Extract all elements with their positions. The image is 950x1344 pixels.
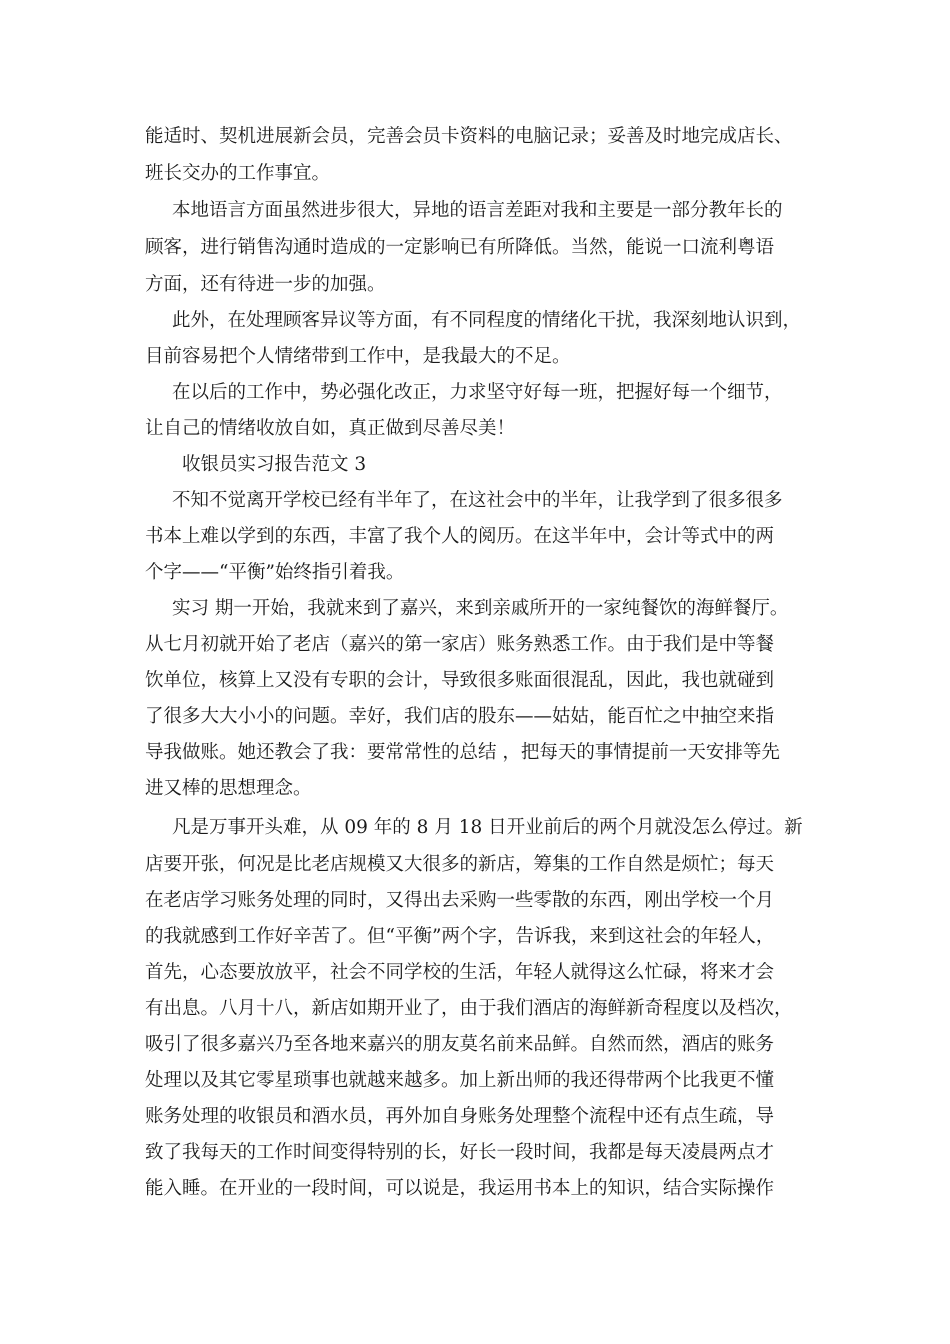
- text-line: 致了我每天的工作时间变得特别的长，好长一段时间，我都是每天凌晨两点才: [145, 1142, 775, 1163]
- text-line: 店要开张，何况是比老店规模又大很多的新店，筹集的工作自然是烦忙；每天: [145, 854, 775, 875]
- paragraph-first-line: 本地语言方面虽然进步很大，异地的语言差距对我和主要是一部分教年长的: [172, 200, 783, 221]
- text-line: 账务处理的收银员和酒水员，再外加自身账务处理整个流程中还有点生疏，导: [145, 1106, 775, 1127]
- text-line: 导我做账。她还教会了我：要常常性的总结 ，把每天的事情提前一天安排等先: [145, 742, 780, 763]
- text-line: 书本上难以学到的东西，丰富了我个人的阅历。在这半年中，会计等式中的两: [145, 526, 775, 547]
- text-line: 能适时、契机进展新会员，完善会员卡资料的电脑记录；妥善及时地完成店长、: [145, 126, 793, 147]
- text-line: 的我就感到工作好辛苦了。但“平衡”两个字，告诉我，来到这社会的年轻人，: [145, 926, 775, 947]
- text-line: 方面，还有待进一步的加强。: [145, 274, 386, 295]
- paragraph-first-line: 不知不觉离开学校已经有半年了，在这社会中的半年，让我学到了很多很多: [172, 490, 783, 511]
- text-line: 进又棒的思想理念。: [145, 778, 312, 799]
- text-line: 班长交办的工作事宜。: [145, 163, 331, 184]
- text-line: 饮单位，核算上又没有专职的会计，导致很多账面很混乱，因此，我也就碰到: [145, 670, 775, 691]
- paragraph-first-line: 此外，在处理顾客异议等方面，有不同程度的情绪化干扰，我深刻地认识到，: [172, 310, 802, 331]
- text-line: 从七月初就开始了老店（嘉兴的第一家店）账务熟悉工作。由于我们是中等餐: [145, 634, 775, 655]
- text-line: 处理以及其它零星琐事也就越来越多。加上新出师的我还得带两个比我更不懂: [145, 1070, 775, 1091]
- text-line: 有出息。八月十八，新店如期开业了，由于我们酒店的海鲜新奇程度以及档次，: [145, 998, 793, 1019]
- paragraph-first-line: 在以后的工作中，势必强化改正，力求坚守好每一班，把握好每一个细节，: [172, 382, 783, 403]
- text-line: 在老店学习账务处理的同时，又得出去采购一些零散的东西，刚出学校一个月: [145, 890, 775, 911]
- section-heading: 收银员实习报告范文 3: [182, 454, 367, 475]
- text-line: 首先，心态要放放平，社会不同学校的生活，年轻人就得这么忙碌，将来才会: [145, 962, 775, 983]
- paragraph-first-line: 实习 期一开始，我就来到了嘉兴，来到亲戚所开的一家纯餐饮的海鲜餐厅。: [172, 598, 789, 619]
- text-line: 能入睡。在开业的一段时间，可以说是，我运用书本上的知识，结合实际操作: [145, 1178, 775, 1199]
- paragraph-first-line: 凡是万事开头难，从 09 年的 8 月 18 日开业前后的两个月就没怎么停过。新: [172, 817, 803, 838]
- text-line: 目前容易把个人情绪带到工作中，是我最大的不足。: [145, 346, 571, 367]
- text-line: 顾客，进行销售沟通时造成的一定影响已有所降低。当然，能说一口流利粤语: [145, 237, 775, 258]
- text-line: 了很多大大小小的问题。幸好，我们店的股东——姑姑，能百忙之中抽空来指: [145, 706, 775, 727]
- text-line: 个字——“平衡”始终指引着我。: [145, 562, 405, 583]
- text-line: 让自己的情绪收放自如，真正做到尽善尽美！: [145, 418, 516, 439]
- text-line: 吸引了很多嘉兴乃至各地来嘉兴的朋友莫名前来品鲜。自然而然，酒店的账务: [145, 1034, 775, 1055]
